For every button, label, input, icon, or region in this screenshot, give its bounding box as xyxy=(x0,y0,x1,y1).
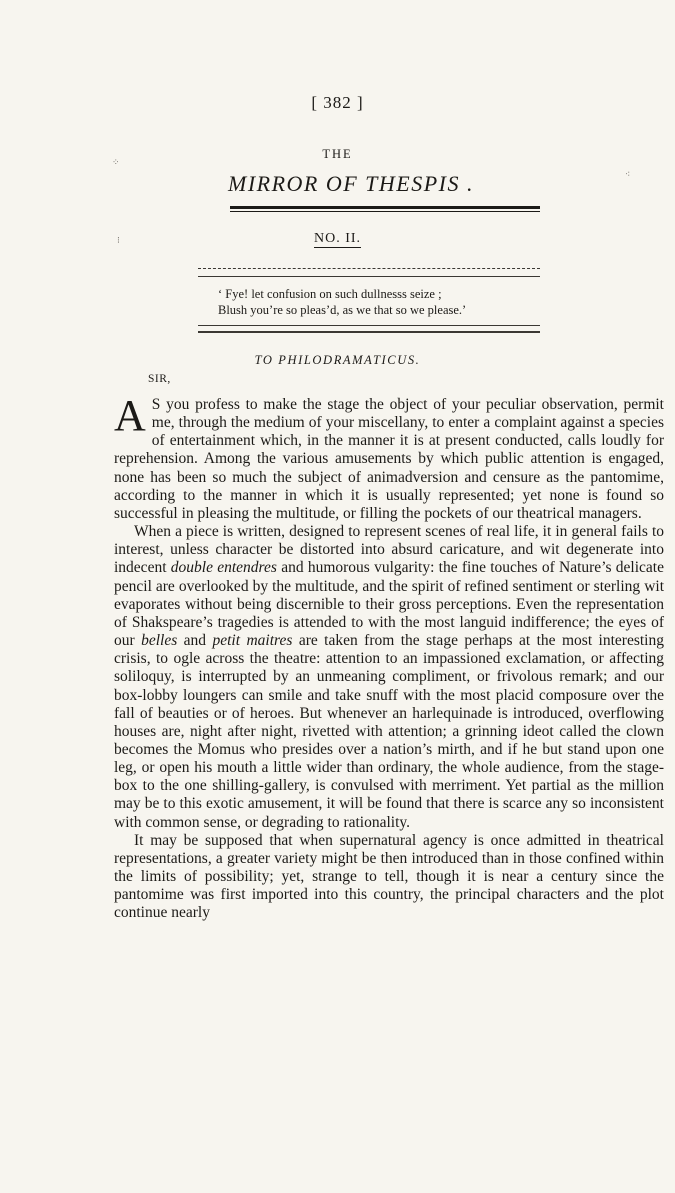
ink-speck: ⁖ xyxy=(625,170,631,180)
letter-salutation: SIR, xyxy=(148,373,171,385)
title-rule-thin xyxy=(230,211,540,212)
paragraph-1-text: S you profess to make the stage the object of your peculiar observation, permit me, through the medium of your miscellany, to enter a complaint against a species of entertainment which, in the manner it is at present conducted, calls loudly for reprehension. Among the various amusements by which public attention is engaged, none has been so much the subject of animadversion and censure as the pantomime, according to the manner in which it is usually represented; yet none is found so successful in pleasing the multitude, or filling the pockets of our theatrical managers. xyxy=(114,396,664,522)
letter-body xyxy=(114,391,664,923)
issue-number xyxy=(0,231,675,247)
epigraph-top-rule xyxy=(198,276,540,277)
drop-cap: A xyxy=(114,391,146,440)
epigraph-bottom-rule-thick xyxy=(198,331,540,333)
paragraph-2-part-a: When a piece is written, designed to represent scenes of real life, it in general fails to interest, unless character be distorted into absurd caricature, and wit degenerate into indecent xyxy=(114,523,664,577)
paragraph-2 xyxy=(114,523,664,832)
ink-speck: ⁝ xyxy=(117,236,120,246)
italic-word-belles: belles xyxy=(141,632,178,650)
paragraph-2-part-d: are taken from the stage perhaps at the most interesting crisis, to ogle across the theatre: attention to an impassioned exclamation, or affecting soliloquy, is interrupted by an unmeaning compliment, or frivolous remark; and our box-lobby loungers can smile and take snuff with the most placid composure over the fall of beauties or of heroes. But whenever an harlequinade is introduced, overflowing houses are, night after night, rivetted with attention; a grinning ideot called the clown becomes the Momus who presides over a nation’s mirth, and if he but stand upon one leg, or open his mouth a little wider than ordinary, the whole audience, from the stage-box to the one shilling-gallery, is convulsed with merriment. Yet partial as the million may be to this exotic amusement, it will be found that there is scarce any so inconsistent with common sense, or degrading to rationality. xyxy=(114,632,664,831)
heading-the: THE xyxy=(322,147,353,161)
ink-speck: ⁘ xyxy=(112,158,120,168)
paragraph-3 xyxy=(114,832,664,923)
paragraph-2-part-b: and humorous vulgarity: the fine touches of Nature’s delicate pencil are overlooked by the multitude, and the spirit of refined sentiment or sterling wit evaporates without being discernible to their gross perceptions. Even the representation of Shakspeare’s tragedies is attended to with the most languid indifference; the eyes of our xyxy=(114,559,664,650)
italic-phrase-petit-maitres: petit maitres xyxy=(212,632,293,650)
letter-address: TO PHILODRAMATICUS. xyxy=(254,353,421,367)
paragraph-3-text: It may be supposed that when supernatural agency is once admitted in theatrical representations, a greater variety might be then introduced than in those confined within the limits of possibility; yet, strange to tell, though it is near a century since the pantomime was first imported into this country, the principal characters and the plot continue nearly xyxy=(114,831,664,922)
epigraph-line-2: Blush you’re so pleas’d, as we that so we please.’ xyxy=(218,303,467,317)
epigraph-top-rule-dashed xyxy=(198,268,540,269)
article-title: MIRROR OF THESPIS . xyxy=(228,171,475,196)
paragraph-1 xyxy=(114,391,664,523)
epigraph-line-1: ‘ Fye! let confusion on such dullnesss seize ; xyxy=(218,287,442,301)
page-number: [ 382 ] xyxy=(311,93,364,112)
italic-phrase-double-entendres: double entendres xyxy=(170,559,277,577)
epigraph-bottom-rule-thin xyxy=(198,325,540,326)
epigraph xyxy=(218,286,466,318)
title-rule-thick xyxy=(230,206,540,209)
issue-number-label: NO. II. xyxy=(313,231,362,246)
paragraph-2-part-c: and xyxy=(177,632,213,650)
